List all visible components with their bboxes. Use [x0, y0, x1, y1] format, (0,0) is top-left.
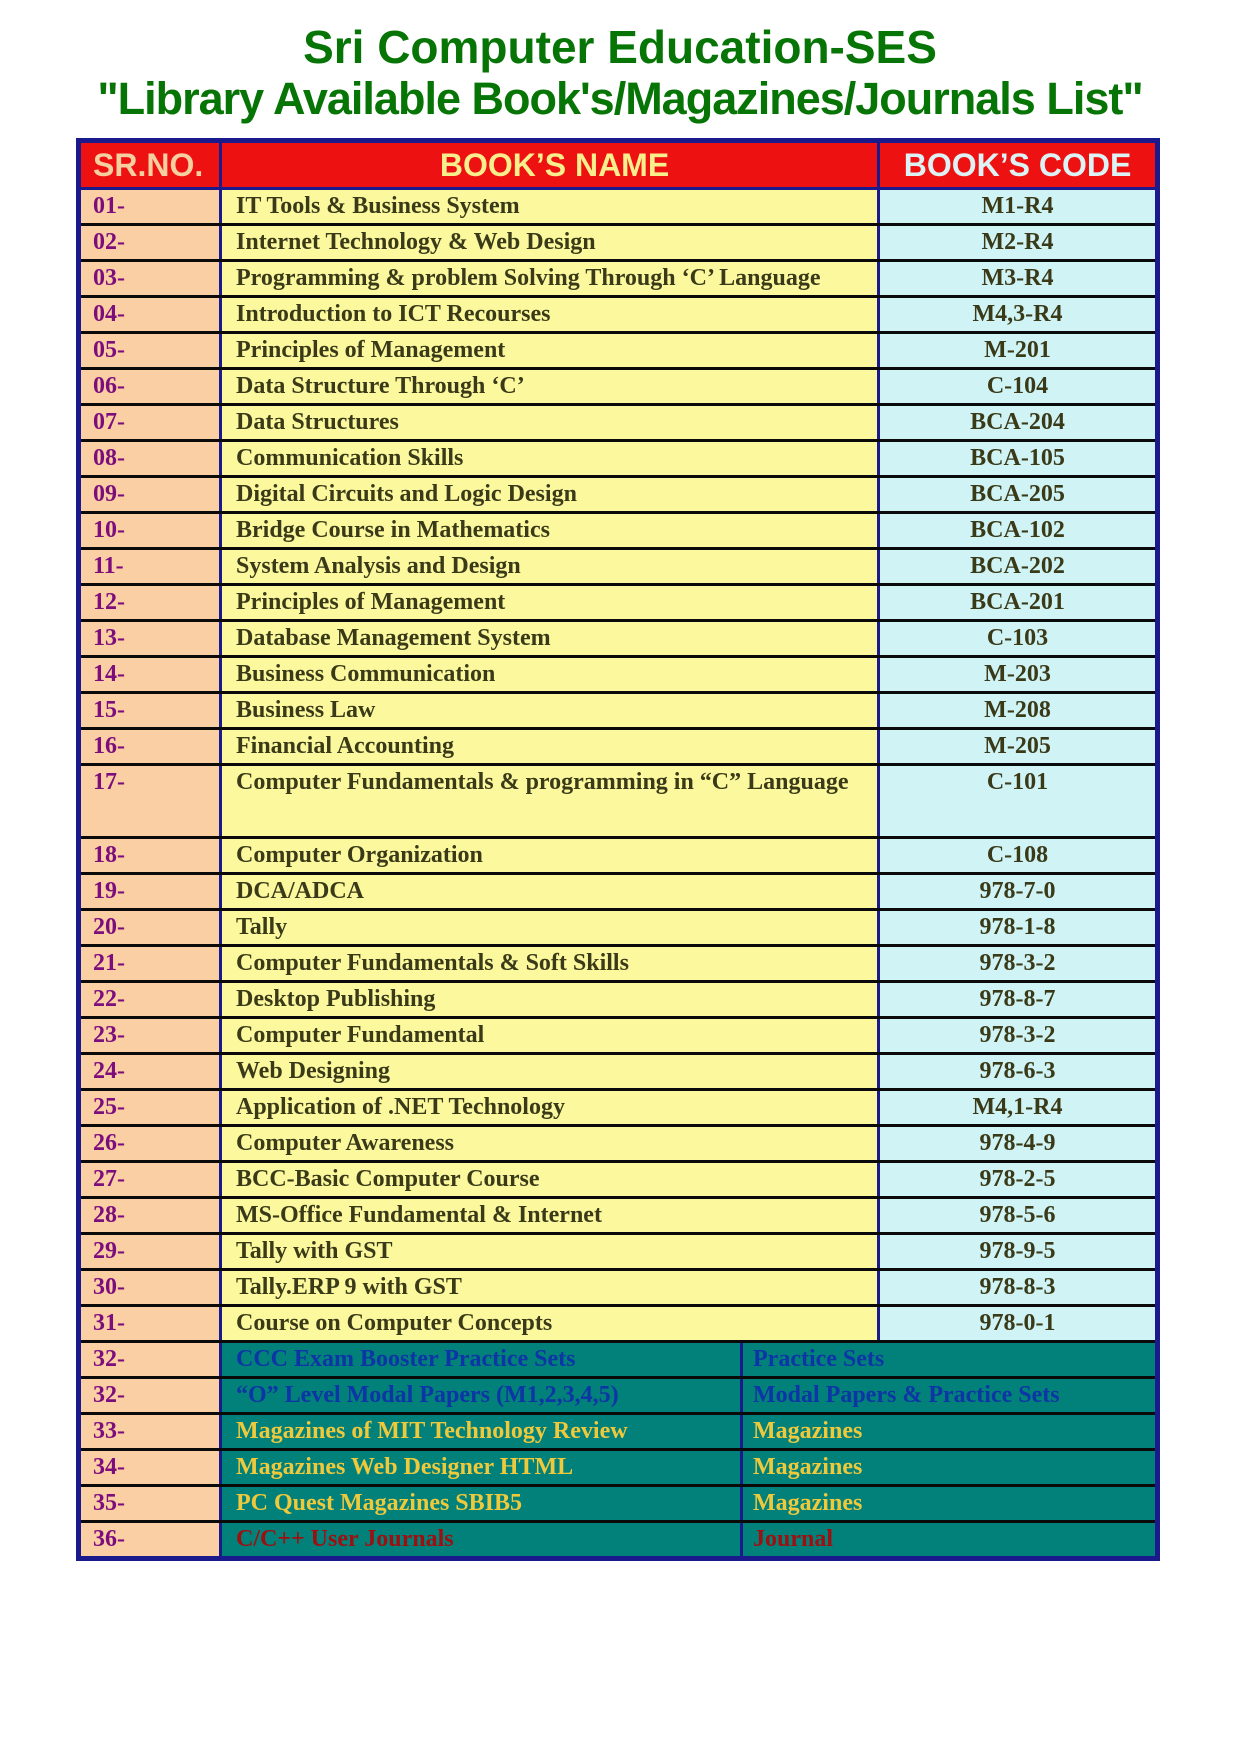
header-books-code: BOOK’S CODE	[903, 147, 1132, 183]
table-row	[81, 1520, 1155, 1556]
sr-no-cell: 20-	[81, 911, 222, 944]
book-code-cell: Practice Sets	[743, 1343, 1155, 1376]
book-name-cell: IT Tools & Business System	[222, 190, 880, 223]
book-name-cell: Computer Awareness	[222, 1127, 880, 1160]
book-code-cell: M-208	[880, 694, 1155, 727]
book-name-cell: Application of .NET Technology	[222, 1091, 880, 1124]
table-row	[81, 1268, 1155, 1304]
table-row	[81, 583, 1155, 619]
book-name-cell: Computer Organization	[222, 839, 880, 872]
table-row	[81, 727, 1155, 763]
book-code-cell: M-205	[880, 730, 1155, 763]
table-row	[81, 908, 1155, 944]
book-name-cell: PC Quest Magazines SBIB5	[222, 1487, 743, 1520]
book-code-cell: BCA-201	[880, 586, 1155, 619]
table-row	[81, 188, 1155, 223]
book-name-cell: Internet Technology & Web Design	[222, 226, 880, 259]
sr-no-cell: 25-	[81, 1091, 222, 1124]
book-name-cell: DCA/ADCA	[222, 875, 880, 908]
book-code-cell: C-103	[880, 622, 1155, 655]
book-name-cell: Computer Fundamentals & programming in “C” Language	[222, 766, 880, 836]
sr-no-cell: 22-	[81, 983, 222, 1016]
book-name-cell: C/C++ User Journals	[222, 1523, 743, 1556]
book-name-cell: Introduction to ICT Recourses	[222, 298, 880, 331]
book-name-cell: Desktop Publishing	[222, 983, 880, 1016]
sr-no-cell: 09-	[81, 478, 222, 511]
sr-no-cell: 17-	[81, 766, 222, 836]
sr-no-cell: 02-	[81, 226, 222, 259]
title-line-2: "Library Available Book's/Magazines/Journals List"	[97, 72, 1143, 124]
table-row	[81, 223, 1155, 259]
table-row	[81, 475, 1155, 511]
book-name-cell: “O” Level Modal Papers (M1,2,3,4,5)	[222, 1379, 743, 1412]
book-name-cell: Data Structures	[222, 406, 880, 439]
table-row	[81, 1088, 1155, 1124]
sr-no-cell: 16-	[81, 730, 222, 763]
book-code-cell: 978-3-2	[880, 1019, 1155, 1052]
sr-no-cell: 07-	[81, 406, 222, 439]
book-name-cell: Database Management System	[222, 622, 880, 655]
book-code-cell: M4,3-R4	[880, 298, 1155, 331]
table-row	[81, 1160, 1155, 1196]
book-code-cell: Magazines	[743, 1415, 1155, 1448]
sr-no-cell: 33-	[81, 1415, 222, 1448]
book-code-cell: M-201	[880, 334, 1155, 367]
sr-no-cell: 05-	[81, 334, 222, 367]
library-books-table	[76, 138, 1160, 1561]
table-row	[81, 331, 1155, 367]
sr-no-cell: 01-	[81, 190, 222, 223]
table-row	[81, 1052, 1155, 1088]
book-code-cell: M2-R4	[880, 226, 1155, 259]
sr-no-cell: 35-	[81, 1487, 222, 1520]
table-row	[81, 1016, 1155, 1052]
book-code-cell: M4,1-R4	[880, 1091, 1155, 1124]
book-code-cell: 978-9-5	[880, 1235, 1155, 1268]
book-code-cell: BCA-202	[880, 550, 1155, 583]
book-code-cell: C-104	[880, 370, 1155, 403]
sr-no-cell: 06-	[81, 370, 222, 403]
table-row	[81, 619, 1155, 655]
book-code-cell: 978-8-7	[880, 983, 1155, 1016]
book-name-cell: System Analysis and Design	[222, 550, 880, 583]
book-name-cell: Computer Fundamentals & Soft Skills	[222, 947, 880, 980]
sr-no-cell: 15-	[81, 694, 222, 727]
header-books-name: BOOK’S NAME	[222, 143, 880, 187]
book-name-cell: BCC-Basic Computer Course	[222, 1163, 880, 1196]
table-row	[81, 980, 1155, 1016]
book-name-cell: CCC Exam Booster Practice Sets	[222, 1343, 743, 1376]
book-code-cell: 978-1-8	[880, 911, 1155, 944]
sr-no-cell: 28-	[81, 1199, 222, 1232]
book-code-cell: Modal Papers & Practice Sets	[743, 1379, 1155, 1412]
book-name-cell: Principles of Management	[222, 334, 880, 367]
table-row	[81, 1340, 1155, 1376]
book-name-cell: Business Communication	[222, 658, 880, 691]
sr-no-cell: 27-	[81, 1163, 222, 1196]
sr-no-cell: 21-	[81, 947, 222, 980]
table-row	[81, 1448, 1155, 1484]
book-name-cell: Digital Circuits and Logic Design	[222, 478, 880, 511]
book-code-cell: BCA-205	[880, 478, 1155, 511]
book-code-cell: 978-4-9	[880, 1127, 1155, 1160]
book-name-cell: Financial Accounting	[222, 730, 880, 763]
sr-no-cell: 12-	[81, 586, 222, 619]
sr-no-cell: 19-	[81, 875, 222, 908]
book-code-cell: BCA-102	[880, 514, 1155, 547]
book-code-cell: 978-2-5	[880, 1163, 1155, 1196]
table-row	[81, 547, 1155, 583]
book-name-cell: Business Law	[222, 694, 880, 727]
book-name-cell: Programming & problem Solving Through ‘C’ Language	[222, 262, 880, 295]
sr-no-cell: 14-	[81, 658, 222, 691]
table-row	[81, 1232, 1155, 1268]
book-code-cell: 978-3-2	[880, 947, 1155, 980]
book-code-cell: M-203	[880, 658, 1155, 691]
table-row	[81, 403, 1155, 439]
table-row	[81, 763, 1155, 836]
book-code-cell: C-108	[880, 839, 1155, 872]
book-code-cell: 978-0-1	[880, 1307, 1155, 1340]
sr-no-cell: 08-	[81, 442, 222, 475]
book-name-cell: Magazines of MIT Technology Review	[222, 1415, 743, 1448]
table-row	[81, 367, 1155, 403]
book-code-cell: M1-R4	[880, 190, 1155, 223]
page-title	[0, 0, 1240, 124]
sr-no-cell: 10-	[81, 514, 222, 547]
table-row	[81, 944, 1155, 980]
book-name-cell: Principles of Management	[222, 586, 880, 619]
book-name-cell: Bridge Course in Mathematics	[222, 514, 880, 547]
sr-no-cell: 04-	[81, 298, 222, 331]
sr-no-cell: 13-	[81, 622, 222, 655]
table-row	[81, 1376, 1155, 1412]
sr-no-cell: 36-	[81, 1523, 222, 1556]
book-code-cell: 978-7-0	[880, 875, 1155, 908]
sr-no-cell: 26-	[81, 1127, 222, 1160]
table-row	[81, 1124, 1155, 1160]
table-row	[81, 1484, 1155, 1520]
book-name-cell: Course on Computer Concepts	[222, 1307, 880, 1340]
table-row	[81, 295, 1155, 331]
book-name-cell: Computer Fundamental	[222, 1019, 880, 1052]
book-code-cell: M3-R4	[880, 262, 1155, 295]
book-code-cell: 978-6-3	[880, 1055, 1155, 1088]
sr-no-cell: 24-	[81, 1055, 222, 1088]
book-name-cell: Tally	[222, 911, 880, 944]
book-name-cell: Data Structure Through ‘C’	[222, 370, 880, 403]
book-name-cell: MS-Office Fundamental & Internet	[222, 1199, 880, 1232]
book-code-cell: C-101	[880, 766, 1155, 836]
table-row	[81, 691, 1155, 727]
book-code-cell: 978-8-3	[880, 1271, 1155, 1304]
header-sr-no: SR.NO.	[81, 143, 222, 187]
book-name-cell: Web Designing	[222, 1055, 880, 1088]
sr-no-cell: 30-	[81, 1271, 222, 1304]
book-code-cell: Journal	[743, 1523, 1155, 1556]
table-row	[81, 259, 1155, 295]
book-name-cell: Magazines Web Designer HTML	[222, 1451, 743, 1484]
book-code-cell: 978-5-6	[880, 1199, 1155, 1232]
book-code-cell: Magazines	[743, 1451, 1155, 1484]
title-line-1: Sri Computer Education-SES	[303, 21, 937, 73]
book-code-cell: BCA-204	[880, 406, 1155, 439]
table-row	[81, 872, 1155, 908]
sr-no-cell: 31-	[81, 1307, 222, 1340]
table-row	[81, 1196, 1155, 1232]
sr-no-cell: 11-	[81, 550, 222, 583]
table-row	[81, 439, 1155, 475]
table-row	[81, 655, 1155, 691]
table-row	[81, 1304, 1155, 1340]
sr-no-cell: 03-	[81, 262, 222, 295]
sr-no-cell: 29-	[81, 1235, 222, 1268]
sr-no-cell: 32-	[81, 1379, 222, 1412]
table-row	[81, 836, 1155, 872]
table-row	[81, 1412, 1155, 1448]
sr-no-cell: 23-	[81, 1019, 222, 1052]
book-code-cell: Magazines	[743, 1487, 1155, 1520]
book-name-cell: Tally with GST	[222, 1235, 880, 1268]
book-name-cell: Communication Skills	[222, 442, 880, 475]
table-header-row	[81, 143, 1155, 188]
sr-no-cell: 34-	[81, 1451, 222, 1484]
book-code-cell: BCA-105	[880, 442, 1155, 475]
book-name-cell: Tally.ERP 9 with GST	[222, 1271, 880, 1304]
sr-no-cell: 18-	[81, 839, 222, 872]
table-row	[81, 511, 1155, 547]
sr-no-cell: 32-	[81, 1343, 222, 1376]
